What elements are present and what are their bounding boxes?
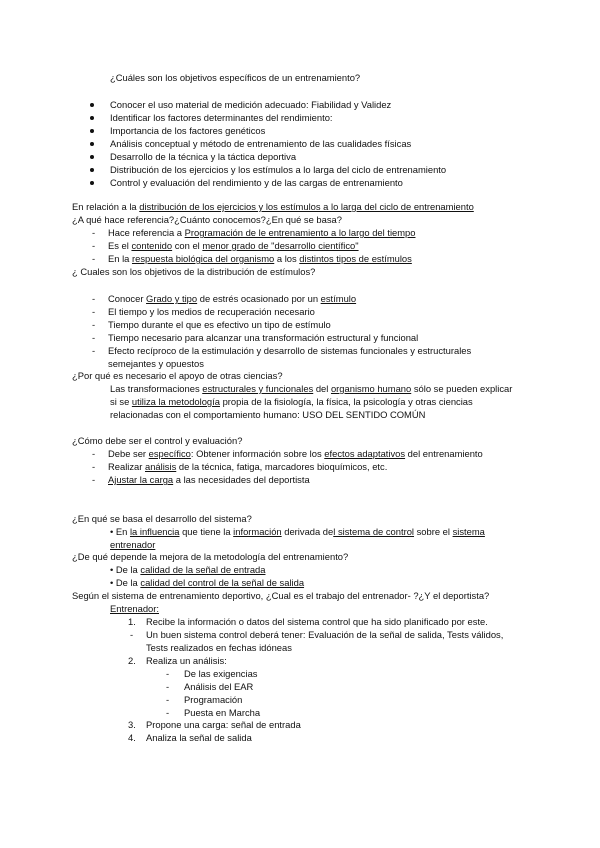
analysis-item: De las exigencias — [184, 668, 258, 679]
dash-marker: - — [92, 332, 96, 343]
dash-marker: - — [92, 306, 96, 317]
dash-marker: - — [166, 681, 170, 692]
dash-marker: - — [92, 227, 96, 238]
underlined-segment: Programación de le entrenamiento a lo largo del tiempo — [184, 227, 416, 238]
objective-item: Conocer el uso material de medición adecuado: Fiabilidad y Validez — [110, 99, 392, 110]
goal-item: semejantes y opuestos — [108, 358, 204, 369]
text-segment: con el — [172, 240, 203, 251]
bullet-icon — [90, 168, 94, 172]
dash-marker: - — [92, 240, 96, 251]
document-page: ¿Cuáles son los objetivos específicos de un entrenamiento? Conocer el uso material de medición adecuado: Fiabilidad y Validez Identificar los factores determinantes del rendimiento: Importancia de los factores genéticos Análisis conceptual y método de entrenamiento de las cualidades físicas Desarrollo de la técnica y la táctica deportiva Distribución de los ejercicios y los estímulos a lo larga del ciclo de entrenamiento Control y evaluación del rendimiento y de las cargas de entrenamiento En relación a la distribución de los ejercicios y los estímulos a lo larga del ciclo de entrenamiento ¿A qué hace referencia?¿Cuánto conocemos?¿En qué se basa? - Hace referencia a Programación de le entrenamiento a lo largo del tiempo - Es el contenido con el menor grado de "desarrollo científico" - En la respuesta biológica del organismo a los distintos tipos de estímulos ¿ Cuales son los objetivos de la distribución de estímulos? - Conocer Grado y tipo de estrés ocasionado por un estímulo - El tiempo y los medios de recuperación necesario - Tiempo durante el que es efectivo un tipo de estímulo - Tiempo necesario para alcanzar una transformación estructural y funcional - Efecto recíproco de la estimulación y desarrollo de sistemas funcionales y estructurales semejantes y opuestos ¿Por qué es necesario el apoyo de otras ciencias? Las transformaciones estructurales y funcionales del organismo humano sólo se pueden explicar si se utiliza la metodología propia de la fisiología, la física, la psicología y otras ciencias relacionadas con el comportamiento humano: USO DEL SENTIDO COMÚN ¿Cómo debe ser el control y evaluación? - Debe ser específico: Obtener información sobre los efectos adaptativos del entrenamiento - Realizar análisis de la técnica, fatiga, marcadores bioquímicos, etc. - Ajustar la carga a las necesidades del deportista ¿En qué se basa el desarrollo del sistema? • En la influencia que tiene la información derivada del sistema de control sobre el sistema entrenador ¿De qué depende la mejora de la metodología del entrenamiento? • De la calidad de la señal de entrada • De la calidad del control de la señal de salida Según el sistema de entrenamiento deportivo, ¿Cual es el trabajo del entrenador- ?¿Y el deportista? Entrenador: 1. Recibe la información o datos del sistema control que ha sido planificado por este. - Un buen sistema control deberá tener: Evaluación de la señal de salida, Tests válidos, Tests realizados en fechas idóneas 2. Realiza un análisis: - De las exigencias - Análisis del EAR - Programación - Puesta en Marcha 3. Propone una carga: señal de entrada 4. Analiza la señal de salida — [72, 72, 513, 743]
objective-item: Desarrollo de la técnica y la táctica deportiva — [110, 151, 297, 162]
question-distribution-objectives: ¿ Cuales son los objetivos de la distribución de estímulos? — [72, 266, 316, 277]
step-text: Realiza un análisis: — [146, 655, 227, 666]
reference-item — [108, 227, 415, 239]
goal-item: Efecto recíproco de la estimulación y desarrollo de sistemas funcionales y estructurales — [108, 345, 472, 356]
analysis-item: Puesta en Marcha — [184, 707, 261, 718]
methodology-item: • De la calidad del control de la señal de salida — [110, 577, 305, 588]
text-segment: En la — [108, 253, 132, 264]
question-methodology: ¿De qué depende la mejora de la metodología del entrenamiento? — [72, 551, 349, 562]
question-reference: ¿A qué hace referencia?¿Cuánto conocemos?¿En qué se basa? — [72, 214, 342, 225]
system-basis-cont: entrenador — [110, 539, 156, 550]
paragraph-line: Las transformaciones estructurales y funcionales del organismo humano sólo se pueden explicar — [110, 383, 513, 394]
objective-item: Identificar los factores determinantes del rendimiento: — [110, 112, 333, 123]
underlined-segment: menor grado de "desarrollo científico" — [202, 240, 359, 251]
goal-item: El tiempo y los medios de recuperación necesario — [108, 306, 315, 317]
dash-marker: - — [92, 253, 96, 264]
text-segment: Es el — [108, 240, 132, 251]
step-text: Tests realizados en fechas idóneas — [146, 642, 292, 653]
methodology-item: • De la calidad de la señal de entrada — [110, 564, 266, 575]
step-number: 2. — [128, 655, 136, 666]
dash-marker: - — [166, 694, 170, 705]
analysis-item: Análisis del EAR — [184, 681, 254, 692]
goal-item: Tiempo necesario para alcanzar una transformación estructural y funcional — [108, 332, 419, 343]
step-number: 4. — [128, 732, 136, 743]
reference-item — [108, 253, 412, 265]
step-number: 3. — [128, 719, 136, 730]
step-text: Un buen sistema control deberá tener: Evaluación de la señal de salida, Tests válidos, — [146, 629, 504, 640]
objective-item: Control y evaluación del rendimiento y de las cargas de entrenamiento — [110, 177, 403, 188]
objective-item: Análisis conceptual y método de entrenamiento de las cualidades físicas — [110, 138, 412, 149]
bullet-icon — [90, 116, 94, 120]
control-item: Ajustar la carga a las necesidades del deportista — [108, 474, 310, 485]
bullet-icon — [90, 103, 94, 107]
step-text: Recibe la información o datos del sistema control que ha sido planificado por este. — [146, 616, 488, 627]
dash-marker: - — [92, 345, 96, 356]
bullet-icon — [90, 142, 94, 146]
step-dash: - — [130, 629, 134, 640]
question-system-development: ¿En qué se basa el desarrollo del sistema? — [72, 513, 252, 524]
paragraph-line: relacionadas con el comportamiento humano: USO DEL SENTIDO COMÚN — [110, 409, 426, 420]
underlined-segment: respuesta biológica del organismo — [131, 253, 275, 264]
reference-item — [108, 240, 359, 252]
bullet-icon — [90, 155, 94, 159]
dash-marker: - — [92, 319, 96, 330]
system-basis-item: • En la influencia que tiene la información derivada del sistema de control sobre el sistema — [110, 526, 485, 537]
text-segment: Hace referencia a — [108, 227, 185, 238]
dash-marker: - — [166, 707, 170, 718]
dash-marker: - — [166, 668, 170, 679]
underlined-segment: distintos tipos de estímulos — [299, 253, 412, 264]
paragraph-line: si se utiliza la metodología propia de la fisiología, la física, la psicología y otras ciencias — [110, 396, 473, 407]
question-other-sciences: ¿Por qué es necesario el apoyo de otras ciencias? — [72, 370, 283, 381]
control-item: Debe ser específico: Obtener información sobre los efectos adaptativos del entrenamiento — [108, 448, 483, 459]
underlined-segment: contenido — [131, 240, 173, 251]
question-trainer-work: Según el sistema de entrenamiento deportivo, ¿Cual es el trabajo del entrenador- ?¿Y el deportista? — [72, 590, 490, 601]
step-number: 1. — [128, 616, 136, 627]
step-text: Propone una carga: señal de entrada — [146, 719, 301, 730]
text-segment: a los — [274, 253, 300, 264]
bullet-icon — [90, 181, 94, 185]
trainer-label: Entrenador: — [110, 603, 159, 614]
question-control: ¿Cómo debe ser el control y evaluación? — [72, 435, 243, 446]
analysis-item: Programación — [184, 694, 243, 705]
heading-distribution: En relación a la distribución de los ejercicios y los estímulos a lo larga del ciclo de entrenamiento — [72, 201, 474, 212]
control-item: Realizar análisis de la técnica, fatiga, marcadores bioquímicos, etc. — [108, 461, 388, 472]
step-text: Analiza la señal de salida — [146, 732, 252, 743]
goal-item: Conocer Grado y tipo de estrés ocasionado por un estímulo — [108, 293, 357, 304]
objective-item: Distribución de los ejercicios y los estímulos a lo larga del ciclo de entrenamiento — [110, 164, 447, 175]
question-specific-objectives: ¿Cuáles son los objetivos específicos de un entrenamiento? — [110, 72, 361, 83]
bullet-icon — [90, 129, 94, 133]
objective-item: Importancia de los factores genéticos — [110, 125, 266, 136]
goal-item: Tiempo durante el que es efectivo un tipo de estímulo — [108, 319, 331, 330]
